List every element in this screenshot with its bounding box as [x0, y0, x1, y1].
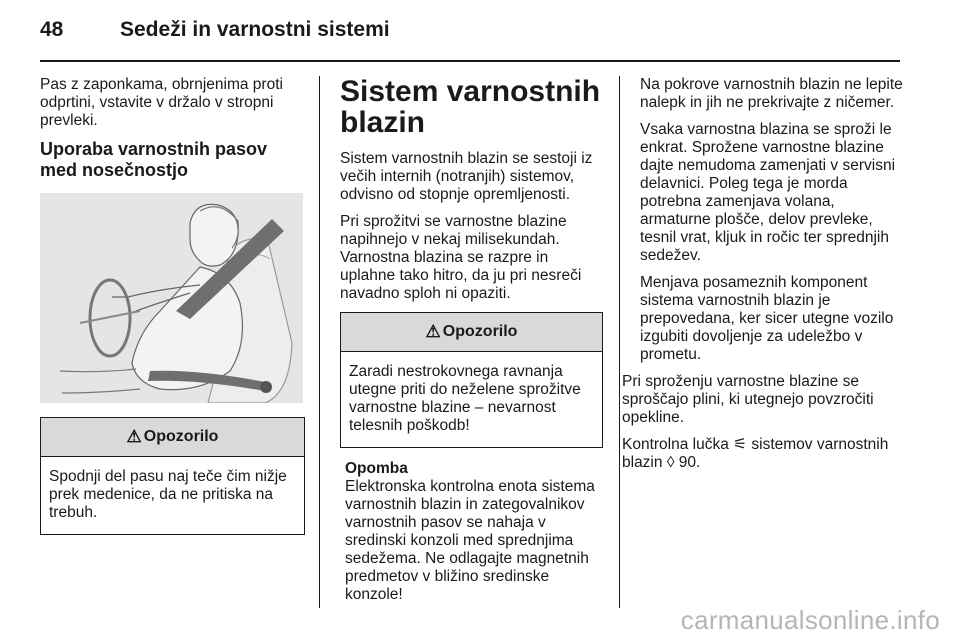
warning-header	[341, 313, 602, 352]
section-heading: Uporaba varnostnih pasov med nosečnostjo	[40, 139, 268, 180]
warning-text: Zaradi nestrokovnega ravnanja utegne priti do neželene sprožitve varnostne blazine – nevarnost telesnih poškodb!	[349, 363, 581, 434]
column-1	[40, 76, 305, 535]
list-item: Menjava posameznih komponent sistema varnostnih blazin je prepovedana, ker sicer utegne vozilo izgubiti dovoljenje za udeležbo v prometu.	[640, 274, 894, 363]
list-item: Na pokrove varnostnih blazin ne lepite nalepk in jih ne prekrivajte z ničemer.	[640, 76, 903, 111]
note-block	[340, 460, 603, 604]
warning-triangle-icon: ⚠	[425, 322, 441, 341]
pregnant-seatbelt-illustration	[40, 193, 303, 403]
header-rule	[40, 60, 900, 62]
page-reference-link[interactable]: 90.	[678, 454, 701, 471]
warning-box	[340, 312, 603, 448]
list-item: Vsaka varnostna blazina se sproži le enkrat. Sprožene varnostne blazine dajte nemudoma zamenjati v servisni delavnici. Poleg tega je morda potrebna zamenjava volana, armaturne plošče, delov prevleke, tesnil vrat, kljuk in ročic ter sprednjih sedežev.	[640, 121, 896, 264]
intro-paragraph: Pas z zaponkama, obrnjenima proti odprtini, vstavite v držalo v stropni prevleki.	[40, 76, 283, 129]
column-separator	[619, 76, 620, 608]
warning-text: Spodnji del pasu naj teče čim nižje prek medenice, da ne pritiska na trebuh.	[49, 468, 287, 521]
paragraph: Sistem varnostnih blazin se sestoji iz večih internih (notranjih) sistemov, odvisno od stopnje opremljenosti.	[340, 150, 593, 203]
airbag-icon: ⚟	[733, 436, 748, 453]
column-separator	[319, 76, 320, 608]
page-header	[40, 16, 900, 46]
column-2	[340, 76, 603, 604]
note-title: Opomba	[345, 460, 408, 477]
seatbelt-illustration-svg	[40, 193, 303, 403]
page-number: 48	[40, 18, 64, 41]
paragraph: Pri sproženju varnostne blazine se sproščajo plini, ki utegnejo povzročiti opekline.	[622, 373, 874, 426]
paragraph	[622, 436, 904, 472]
paragraph: Pri sprožitvi se varnostne blazine napihnejo v nekaj milisekundah. Varnostna blazina se razpre in uplahne tako hitro, da ju pri nesreči navadno sploh ni opaziti.	[340, 213, 582, 302]
column-3	[622, 76, 904, 481]
indicator-text: Kontrolna lučka	[622, 436, 729, 453]
page-title: Sedeži in varnostni sistemi	[120, 18, 390, 41]
warning-header	[41, 418, 304, 457]
page-reference-icon: ◊	[666, 454, 675, 471]
indicator-text: sistemov varnostnih blazin	[622, 436, 889, 471]
warning-title: Opozorilo	[442, 323, 518, 340]
warning-triangle-icon: ⚠	[126, 427, 142, 446]
section-title: Sistem varnostnih blazin	[340, 75, 601, 139]
warning-box	[40, 417, 305, 535]
note-text: Elektronska kontrolna enota sistema varnostnih blazin in zategovalnikov varnostnih pasov se nahaja v sredinski konzoli med sprednjima sedežema. Ne odlagajte magnetnih predmetov v bližino sredinske konzole!	[345, 478, 595, 603]
warning-title: Opozorilo	[143, 428, 219, 445]
watermark: carmanualsonline.info	[680, 605, 940, 635]
